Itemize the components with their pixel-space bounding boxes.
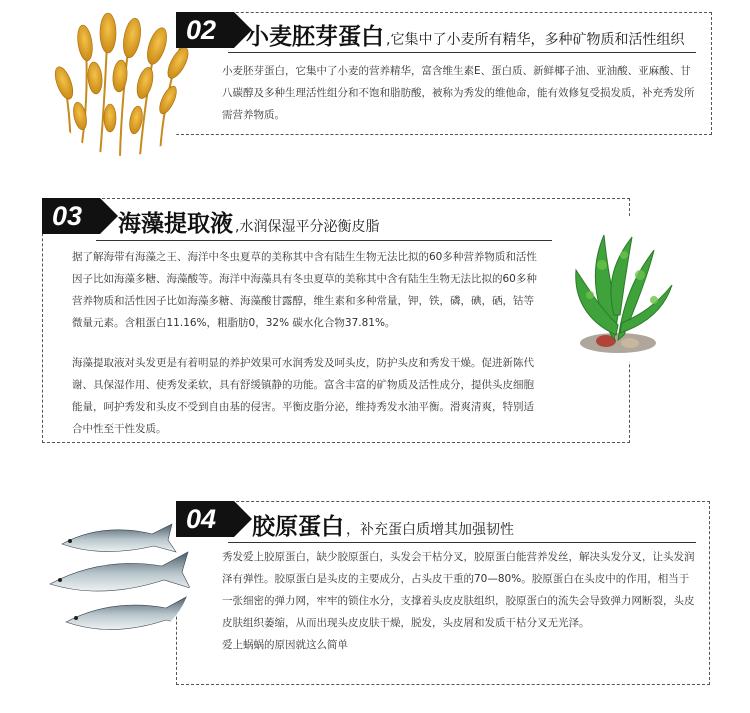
fish-image	[42, 494, 192, 644]
section-04-number-text: 04	[176, 501, 234, 537]
section-03-number	[42, 198, 118, 234]
section-04-subtitle: ，补充蛋白质增其加强韧性	[346, 522, 514, 538]
section-02-number	[176, 12, 252, 48]
section-03-body-paragraph-2: 海藻提取液对头发更是有着明显的养护效果可水润秀发及呵头皮，防护头皮和秀发干燥。促进新陈代谢、具保湿作用、使秀发柔软，具有舒缓镇静的功能。富含丰富的矿物质及活性成分，提供头皮细胞能量，呵护秀发和头皮不受到自由基的侵害。平衡皮脂分泌，维持秀发水油平衡。滑爽清爽，特别适合中性至干性发质。	[72, 357, 534, 435]
section-03-title: 海藻提取液	[118, 211, 233, 237]
section-02-title: 小麦胚芽蛋白	[246, 24, 384, 50]
section-02-body-text: 小麦胚芽蛋白，它集中了小麦的营养精华，富含维生素E、蛋白质、新鲜椰子油、亚油酸、亚麻酸、甘八碳醇及多种生理活性组分和不饱和脂肪酸，被称为秀发的维他命，能有效修复受损发质，补充秀发所需营养物质。	[222, 65, 695, 121]
section-03-heading	[118, 205, 379, 238]
section-04-title: 胶原蛋白	[252, 514, 344, 540]
fish-icon	[42, 494, 192, 644]
section-02-rule	[228, 52, 696, 53]
section-03-body-paragraph-1: 据了解海带有海藻之王、海洋中冬虫夏草的美称其中含有陆生生物无法比拟的60多种营养物质和活性因子比如海藻多糖、海藻酸等。海洋中海藻具有冬虫夏草的美称其中含有陆生生物无法比拟的60多种营养物质和活性因子比如海藻多糖、海藻酸甘露醇，维生素和多种常量，钾，铁，磷，碘，硒，钴等微量元素。含粗蛋白11.16%，粗脂肪0，32% 碳水化合物37.81%。	[72, 251, 537, 329]
section-03-number-text: 03	[42, 198, 100, 234]
section-04-body	[222, 546, 696, 656]
seaweed-image	[544, 215, 692, 363]
section-04-number	[176, 501, 252, 537]
section-04-number-notch	[234, 501, 252, 537]
section-04-rule	[228, 542, 696, 543]
section-03-subtitle: ,水润保湿平分泌衡皮脂	[235, 219, 380, 235]
seaweed-icon	[544, 215, 692, 363]
section-02-body	[222, 60, 696, 126]
section-04-heading	[252, 508, 514, 541]
section-04-body-paragraph-1: 秀发爱上胶原蛋白，缺少胶原蛋白，头发会干枯分叉，胶原蛋白能营养发丝，解决头发分叉，让头发润泽有弹性。胶原蛋白是头皮的主要成分，占头皮干重的70—80%。胶原蛋白在头皮中的作用，相当于一张细密的弹力网，牢牢的锁住水分，支撑着头皮皮肤组织，胶原蛋白的流失会导致弹力网断裂，头皮皮肤组织萎缩，从而出现头皮皮肤干燥，脱发，头皮屑和发质干枯分叉无光泽。	[222, 551, 695, 629]
section-03-body	[72, 246, 542, 440]
section-03-number-notch	[100, 198, 118, 234]
section-02-heading	[246, 18, 684, 51]
section-04-body-paragraph-2: 爱上蜗蜗的原因就这么简单	[222, 639, 348, 651]
section-03-rule	[96, 240, 552, 241]
section-02-subtitle: ,它集中了小麦所有精华，多种矿物质和活性组织	[386, 32, 685, 48]
section-02-number-text: 02	[176, 12, 234, 48]
